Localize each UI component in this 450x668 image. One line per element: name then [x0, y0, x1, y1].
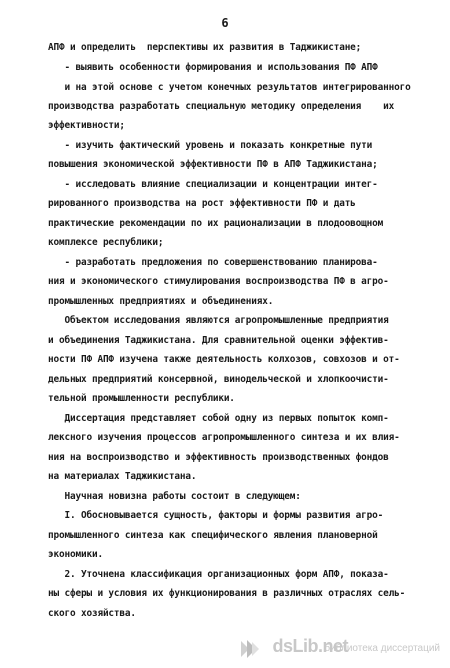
text-line: дельных предприятий консервной, винодельческой и хлопкоочисти-: [48, 374, 389, 385]
text-line: и объединения Таджикистана. Для сравнительной оценки эффектив-: [48, 335, 389, 346]
text-line: ны сферы и условия их функционирования в различных отраслях сель-: [48, 588, 406, 599]
text-line: ния на воспроизводство и эффективность производственных фондов: [48, 452, 389, 463]
text-line: - исследовать влияние специализации и концентрации интег-: [48, 179, 378, 190]
text-line: АПФ и определить перспективы их развития в Таджикистане;: [48, 42, 362, 53]
text-line: Объектом исследования являются агропромышленные предприятия: [48, 315, 389, 326]
text-line: комплексе республики;: [48, 237, 164, 248]
text-line: экономики.: [48, 549, 103, 560]
watermark[interactable]: [240, 636, 440, 660]
page-number: 6: [221, 16, 229, 30]
text-line: практические рекомендации по их рационализации в плодоовощном: [48, 218, 384, 229]
text-line: - разработать предложения по совершенствованию планирова-: [48, 257, 378, 268]
text-line: на материалах Таджикистана.: [48, 471, 197, 482]
text-line: промышленного синтеза как специфического явления плановерной: [48, 530, 378, 541]
text-line: ности ПФ АПФ изучена также деятельность колхозов, совхозов и от-: [48, 354, 400, 365]
text-line: рированного производства на рост эффективности ПФ и дать: [48, 198, 356, 209]
text-line: лексного изучения процессов агропромышленного синтеза и их влия-: [48, 432, 400, 443]
text-line: и на этой основе с учетом конечных результатов интегрированного: [48, 82, 411, 93]
text-line: - изучить фактический уровень и показать конкретные пути: [48, 140, 373, 151]
text-line: - выявить особенности формирования и использования ПФ АПФ: [48, 62, 378, 73]
text-line: повышения экономической эффективности ПФ в АПФ Таджикистана;: [48, 159, 378, 170]
text-line: Диссертация представляет собой одну из первых попыток комп-: [48, 413, 389, 424]
text-line: тельной промышленности республики.: [48, 393, 235, 404]
watermark-brand: dsLib.net: [272, 636, 348, 656]
watermark-subtitle: библиотека диссертаций: [324, 643, 440, 654]
text-line: промышленных предприятиях и объединениях.: [48, 296, 274, 307]
text-line: производства разработать специальную методику определения их: [48, 101, 395, 112]
text-line: 2. Уточнена классификация организационных форм АПФ, показа-: [48, 569, 389, 580]
text-line: Научная новизна работы состоит в следующем:: [48, 491, 301, 502]
text-line: ния и экономического стимулирования воспроизводства ПФ в агро-: [48, 276, 389, 287]
text-line: эффективности;: [48, 120, 125, 131]
text-line: I. Обосновывается сущность, факторы и формы развития агро-: [48, 510, 384, 521]
ribbon-logo-icon: [238, 638, 260, 660]
text-line: ского хозяйства.: [48, 608, 136, 619]
